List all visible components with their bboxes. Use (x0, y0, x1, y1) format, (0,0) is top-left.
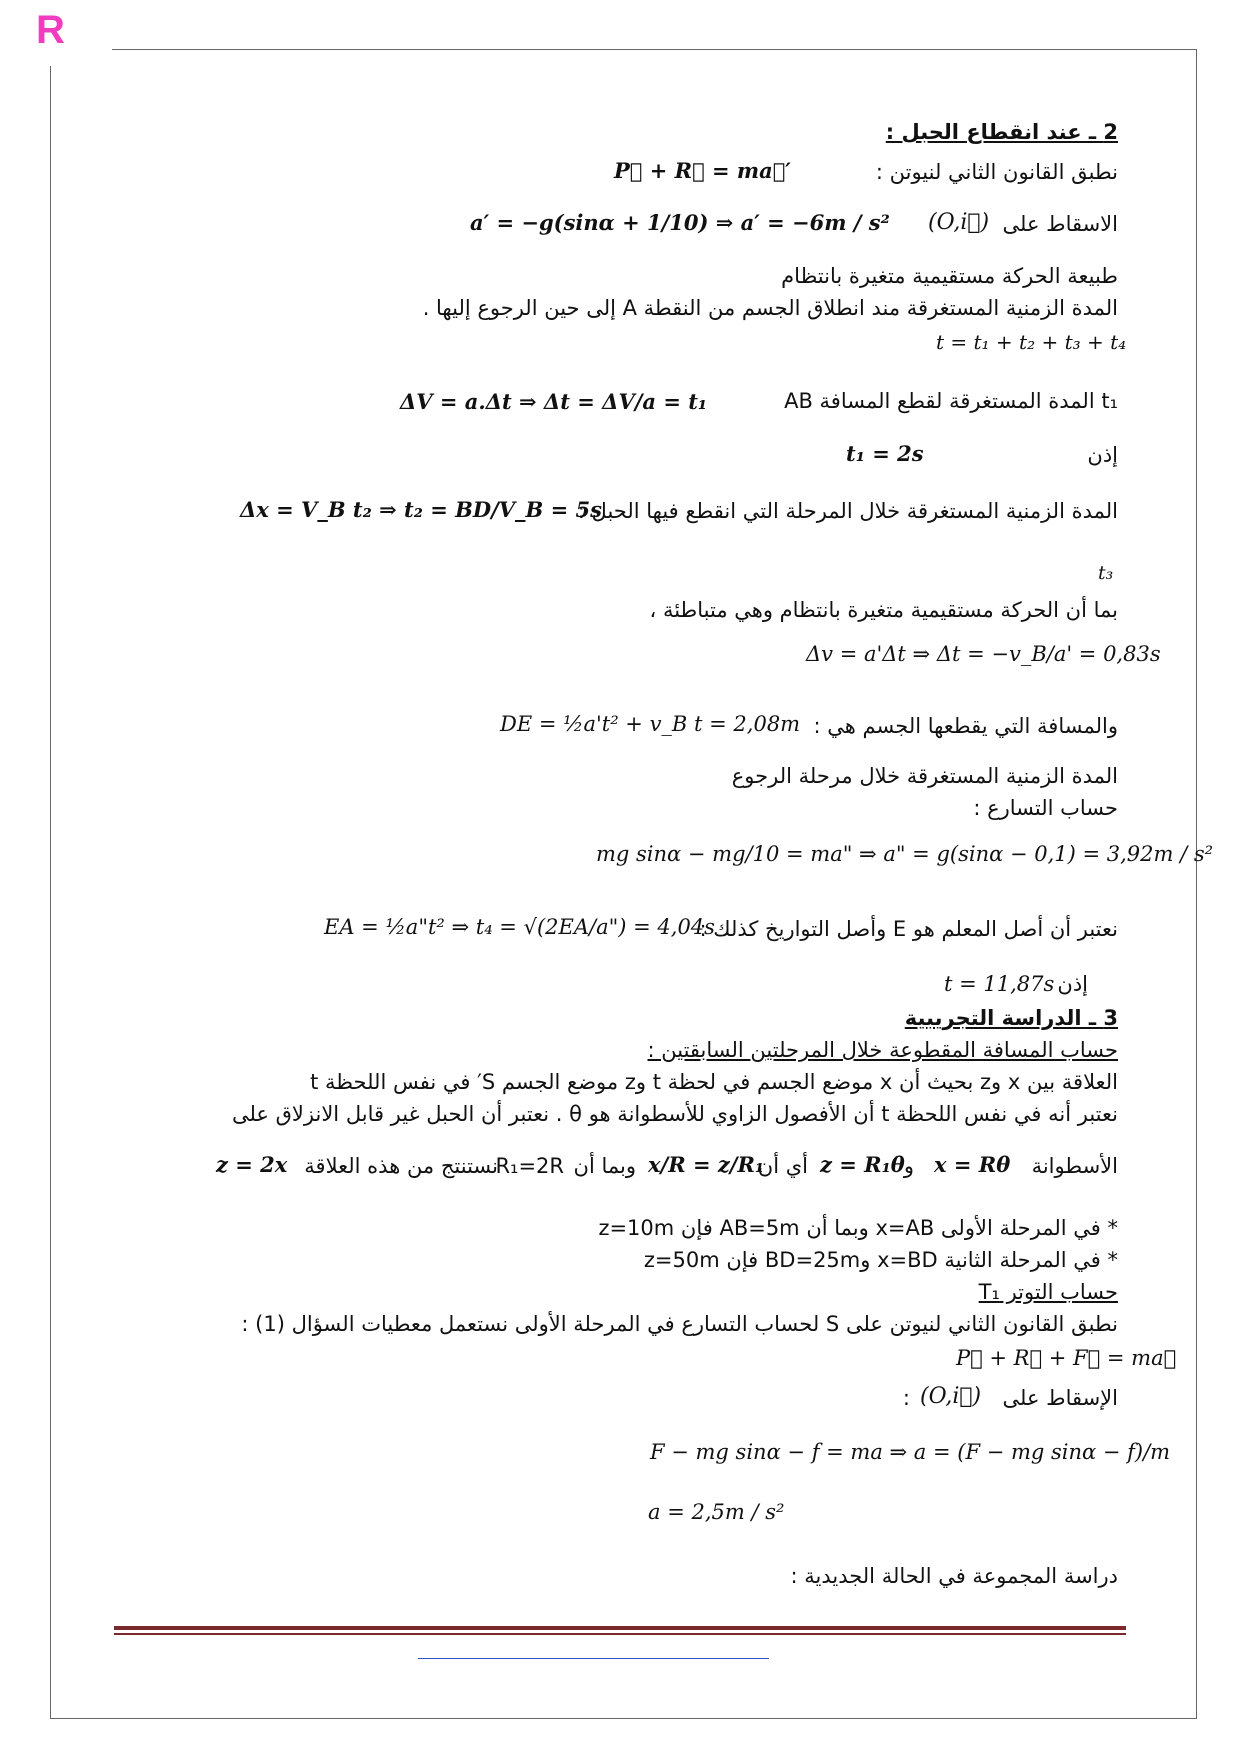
motion-nature: طبيعة الحركة مستقيمية متغيرة بانتظام (781, 264, 1118, 288)
right-border (1196, 49, 1197, 1719)
logo: R (36, 8, 65, 52)
t2-equation: Δx = V_B t₂ ⇒ t₂ = BD/V_B = 5s (240, 497, 602, 522)
cylinder-label: الأسطوانة (1031, 1154, 1118, 1178)
newton-intro: نطبق القانون الثاني لنيوتن : (875, 160, 1118, 184)
therefore-1: إذن (1087, 443, 1118, 467)
total-time: t = 11,87s (944, 972, 1055, 996)
tension-heading: حساب التوتر T₁ (978, 1280, 1118, 1304)
distance-heading: حساب المسافة المقطوعة خلال المرحلتين السابقتين : (647, 1038, 1118, 1062)
group-text: دراسة المجموعة في الحالة الجديدية : (790, 1564, 1118, 1588)
acceleration-equation: a′ = −g(sinα + 1/10) ⇒ a′ = −6m / s² (470, 210, 890, 235)
since-word: وبما أن (573, 1154, 636, 1178)
projection-label-2: الإسقاط على (1002, 1386, 1118, 1410)
left-border (50, 66, 51, 1719)
meaning-word: أي أن (757, 1154, 808, 1178)
z2x-equation: z = 2x (216, 1152, 288, 1177)
t3-text: بما أن الحركة مستقيمية متغيرة بانتظام وهي متباطئة ، (649, 598, 1118, 622)
t1-equation: ΔV = a.Δt ⇒ Δt = ΔV/a = t₁ (400, 389, 708, 414)
z-equation: z = R₁θ (820, 1152, 905, 1177)
vector-equation: P⃗ + R⃗ + F⃗ = ma⃗ (956, 1346, 1177, 1370)
duration-text: المدة الزمنية المستغرقة مند انطلاق الجسم من النقطة A إلى حين الرجوع إليها . (422, 296, 1118, 320)
apply-text: نطبق القانون الثاني لنيوتن على S لحساب التسارع في المرحلة الأولى نستعمل معطيات السؤال (1) : (241, 1312, 1118, 1336)
t3-label: t₃ (1098, 562, 1114, 584)
acceleration-label: حساب التسارع : (973, 796, 1118, 820)
footer-rule (114, 1626, 1126, 1630)
top-border (112, 49, 1197, 50)
deduce-text: نستنتج من هذه العلاقة (304, 1154, 498, 1178)
distance-equation: DE = ½a't² + v_B t = 2,08m (500, 712, 801, 736)
projection-axis-2: (O,i⃗) (920, 1384, 982, 1409)
footer-link-line (418, 1658, 769, 1659)
bottom-border (50, 1718, 1197, 1719)
force-equation: F − mg sinα − f = ma ⇒ a = (F − mg sinα − f)/m (650, 1440, 1171, 1464)
x-equation: x = Rθ (934, 1152, 1011, 1177)
projection-axis: (O,i⃗) (928, 210, 990, 235)
therefore-2: إذن (1057, 972, 1088, 996)
t2-label: المدة الزمنية المستغرقة خلال المرحلة التي انقطع فيها الحبل : (577, 499, 1118, 523)
origin-label: نعتبر أن أصل المعلم هو E وأصل التواريخ كذلك : (699, 917, 1118, 941)
t3-equation: Δv = a'Δt ⇒ Δt = −v_B/a' = 0,83s (806, 642, 1161, 666)
footer-rule-thin (114, 1633, 1126, 1635)
t1-label: t₁ المدة المستغرقة لقطع المسافة AB (784, 389, 1118, 413)
r1-relation: R₁=2R (495, 1154, 564, 1178)
projection-colon: : (902, 1386, 910, 1410)
section-2-heading: 2 ـ عند انقطاع الحبل : (885, 120, 1118, 144)
acceleration2-equation: mg sinα − mg/10 = ma" ⇒ a" = g(sinα − 0,1) = 3,92m / s² (596, 842, 1214, 866)
and-word: و (903, 1154, 914, 1178)
ea-equation: EA = ½a"t² ⇒ t₄ = √(2EA/a") = 4,04s (324, 915, 715, 939)
t1-value: t₁ = 2s (846, 441, 924, 466)
return-label: المدة الزمنية المستغرقة خلال مرحلة الرجوع (731, 764, 1118, 788)
assumption-text: نعتبر أنه في نفس اللحظة t أن الأفصول الزاوي للأسطوانة هو θ . نعتبر أن الحبل غير قابل الانزلاق على (231, 1102, 1118, 1126)
newton-equation: P⃗ + R⃗ = ma⃗′ (614, 158, 791, 183)
section-3-heading: 3 ـ الدراسة التجريبية (904, 1006, 1118, 1030)
distance-label: والمسافة التي يقطعها الجسم هي : (813, 714, 1118, 738)
relation-text: العلاقة بين x وz بحيث أن x موضع الجسم في لحظة t وz موضع الجسم S′ في نفس اللحظة t (310, 1070, 1118, 1094)
time-sum: t = t₁ + t₂ + t₃ + t₄ (936, 330, 1127, 354)
projection-label: الاسقاط على (1002, 212, 1118, 236)
a-value: a = 2,5m / s² (648, 1500, 785, 1524)
ratio-equation: x/R = z/R₁ (648, 1152, 765, 1177)
phase-1: * في المرحلة الأولى x=AB وبما أن AB=5m فإن z=10m (598, 1216, 1118, 1240)
phase-2: * في المرحلة الثانية x=BD وBD=25m فإن z=50m (643, 1248, 1118, 1272)
